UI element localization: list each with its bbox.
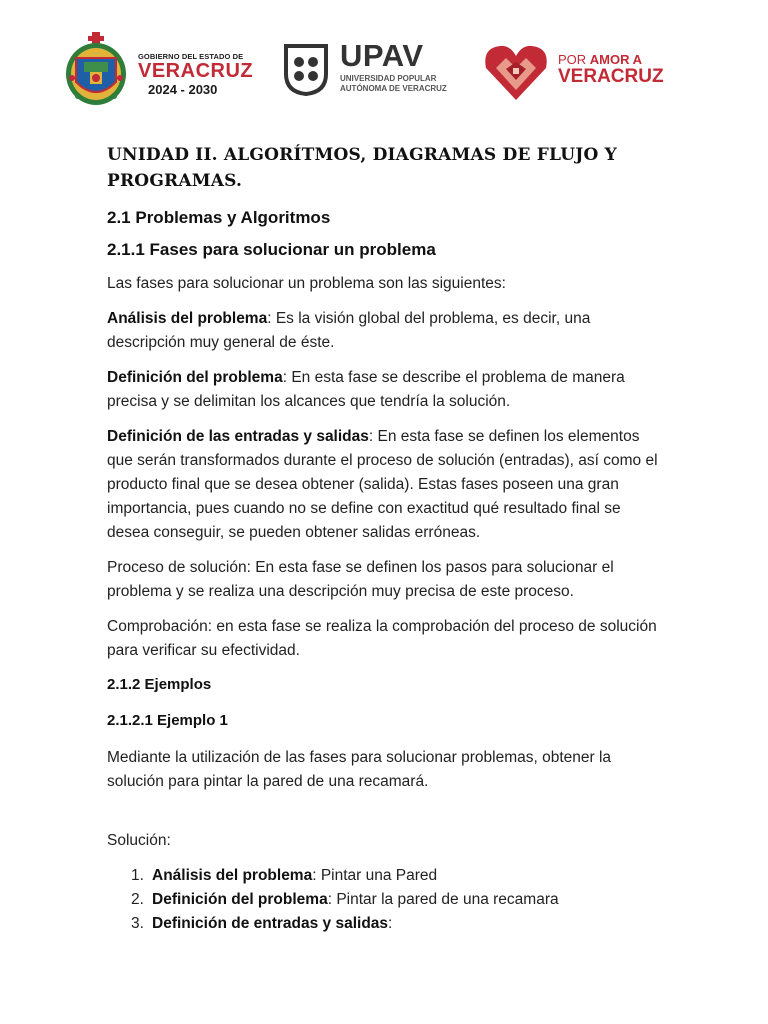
por-amor-a-veracruz-logo — [484, 42, 674, 102]
solution-label: Solución: — [107, 832, 171, 849]
heart-pattern-icon — [484, 42, 548, 102]
solution-steps-list — [107, 864, 667, 936]
upav-shield-icon — [284, 44, 328, 96]
phase-term: Análisis del problema — [107, 310, 268, 327]
process-paragraph: Proceso de solución: En esta fase se definen los pasos para solucionar el problema y se realiza una descripción muy precisa de este proceso. — [107, 559, 614, 600]
amor-logo-line1: POR AMOR A — [558, 52, 643, 67]
phase-term: Definición de las entradas y salidas — [107, 428, 369, 445]
subsection-title: 2.1.1 Fases para solucionar un problema — [107, 240, 436, 259]
example1-heading: 2.1.2.1 Ejemplo 1 — [107, 712, 228, 729]
list-item: 3. Definición de entradas y salidas: — [131, 915, 393, 932]
list-item: 1. Análisis del problema: Pintar una Pared — [131, 867, 438, 884]
check-paragraph: Comprobación: en esta fase se realiza la comprobación del proceso de solución para verificar su efectividad. — [107, 618, 657, 659]
veracruz-logo-years: 2024 - 2030 — [148, 82, 218, 97]
intro-paragraph: Las fases para solucionar un problema son las siguientes: — [107, 275, 506, 292]
header-logos — [0, 30, 768, 110]
document-body — [107, 142, 667, 936]
phase-analysis-paragraph: Análisis del problema: Es la visión global del problema, es decir, una descripción muy general de éste. — [107, 310, 591, 351]
veracruz-logo-line2: VERACRUZ — [138, 60, 254, 82]
example1-paragraph: Mediante la utilización de las fases para solucionar problemas, obtener la solución para pintar la pared de una recamará. — [107, 749, 612, 790]
list-item: 2. Definición del problema: Pintar la pared de una recamara — [131, 891, 559, 908]
veracruz-coat-of-arms-icon — [64, 32, 128, 108]
spacer — [107, 805, 667, 829]
phase-io-paragraph: Definición de las entradas y salidas: En esta fase se definen los elementos que serán transformados durante el proceso de solución (entradas), así como el producto final que se desea obtener (salida). Estas fases poseen una gran importancia, pues cuando no se define con exactitud qué resultado final se desea conseguir, se pueden obtener salidas erróneas. — [107, 428, 658, 541]
upav-logo-name: UPAV — [340, 38, 424, 73]
upav-logo-sub2: AUTÓNOMA DE VERACRUZ — [340, 84, 447, 93]
amor-logo-line2: VERACRUZ — [558, 66, 664, 87]
phase-term: Definición del problema — [107, 369, 283, 386]
section-title: 2.1 Problemas y Algoritmos — [107, 208, 331, 227]
upav-logo — [284, 38, 454, 100]
unit-title: UNIDAD II. ALGORÍTMOS, DIAGRAMAS DE FLUJO Y PROGRAMAS. — [107, 145, 617, 191]
phase-definition-paragraph: Definición del problema: En esta fase se describe el problema de manera precisa y se delimitan los alcances que tendría la solución. — [107, 369, 625, 410]
examples-heading: 2.1.2 Ejemplos — [107, 676, 212, 693]
veracruz-government-logo — [64, 32, 254, 108]
upav-logo-sub1: UNIVERSIDAD POPULAR — [340, 74, 437, 83]
veracruz-logo-line1: GOBIERNO DEL ESTADO DE — [138, 52, 244, 61]
